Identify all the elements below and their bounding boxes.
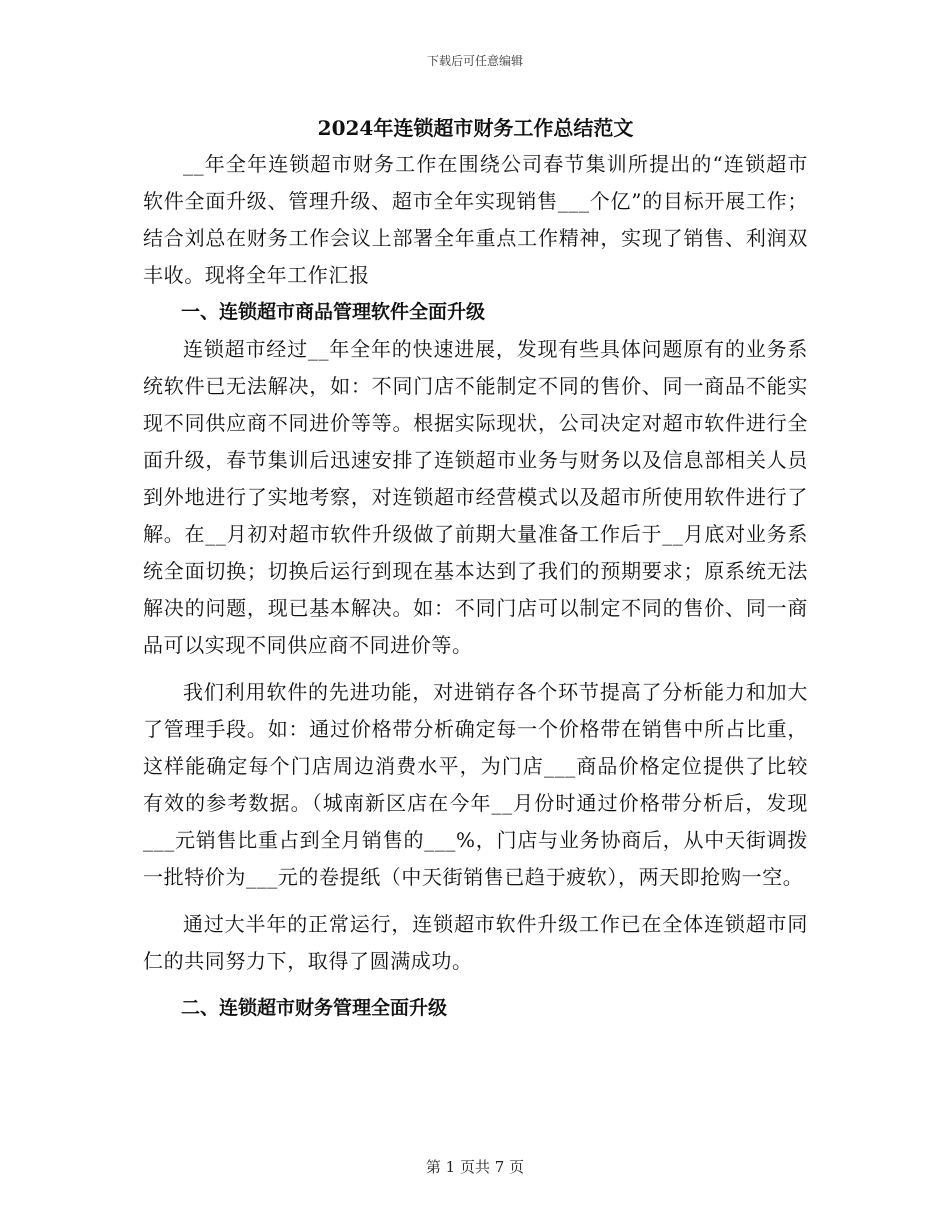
section-1-paragraph-2: 我们利用软件的先进功能，对进销存各个环节提高了分析能力和加大了管理手段。如：通过价格带分析确定每一个价格带在销售中所占比重，这样能确定每个门店周边消费水平，为门店___商品价格定位提供了比较有效的参考数据。（城南新区店在今年__月份时通过价格带分析后，发现___元销售比重占到全月销售的___%，门店与业务协商后，从中天街调拨一批特价为___元的卷提纸（中天街销售已趋于疲软），两天即抢购一空。 (143, 680, 808, 889)
document-title: 2024年连锁超市财务工作总结范文 (317, 116, 634, 140)
document-body (143, 112, 808, 1027)
intro-paragraph: __年全年连锁超市财务工作在围绕公司春节集训所提出的“连锁超市软件全面升级、管理升级、超市全年实现销售___个亿”的目标开展工作；结合刘总在财务工作会议上部署全年重点工作精神，实现了销售、利润双丰收。现将全年工作汇报 (143, 152, 808, 287)
section-1-paragraph-1: 连锁超市经过__年全年的快速进展，发现有些具体问题原有的业务系统软件已无法解决，如：不同门店不能制定不同的售价、同一商品不能实现不同供应商不同进价等等。根据实际现状，公司决定对超市软件进行全面升级，春节集训后迅速安排了连锁超市业务与财务以及信息部相关人员到外地进行了实地考察，对连锁超市经营模式以及超市所使用软件进行了解。在__月初对超市软件升级做了前期大量准备工作后于__月底对业务系统全面切换；切换后运行到现在基本达到了我们的预期要求；原系统无法解决的问题，现已基本解决。如：不同门店可以制定不同的售价、同一商品可以实现不同供应商不同进价等。 (143, 337, 808, 657)
section-1-heading: 一、连锁超市商品管理软件全面升级 (181, 301, 486, 323)
section-1-paragraph-3: 通过大半年的正常运行，连锁超市软件升级工作已在全体连锁超市同仁的共同努力下，取得了圆满成功。 (143, 912, 808, 973)
page-footer: 第 1 页共 7 页 (425, 1158, 525, 1176)
section-2-heading: 二、连锁超市财务管理全面升级 (181, 997, 448, 1019)
header-note: 下载后可任意编辑 (426, 54, 523, 68)
